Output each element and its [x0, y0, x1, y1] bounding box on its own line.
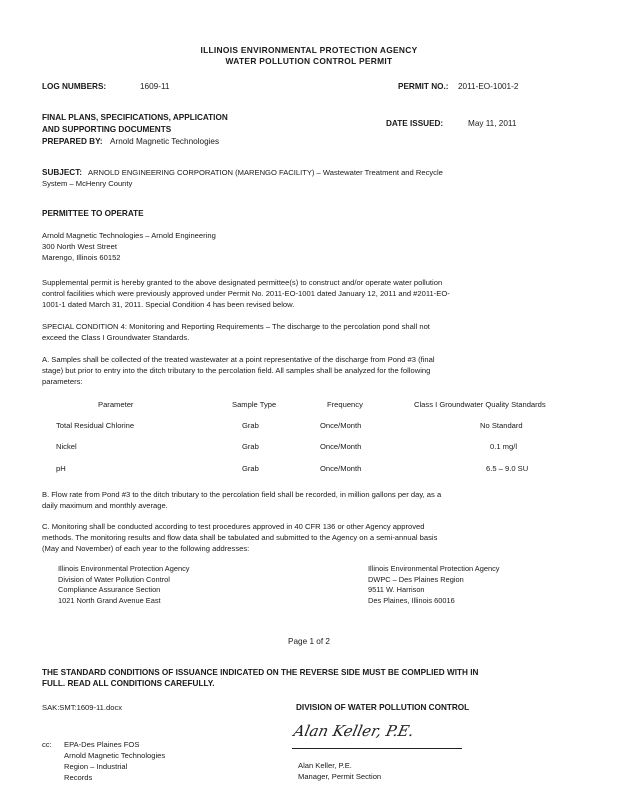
- table-cell-parameter: Total Residual Chlorine: [56, 421, 135, 430]
- log-number-label: LOG NUMBERS:: [42, 82, 107, 91]
- address-left-line: 1021 North Grand Avenue East: [58, 595, 161, 605]
- permit-number-value: 2011-EO-1001-2: [458, 82, 519, 91]
- cc-line: EPA-Des Plaines FOS: [64, 740, 140, 749]
- log-number-value: 1609-11: [140, 82, 170, 91]
- reference-code: SAK:SMT:1609-11.docx: [42, 703, 123, 712]
- table-cell-parameter: pH: [56, 464, 66, 473]
- paragraph-b-line-1: B. Flow rate from Pond #3 to the ditch tributary to the percolation field shall be recorded, in million gallons per day, as a: [42, 490, 442, 499]
- date-issued-value: May 11, 2011: [468, 119, 517, 128]
- paragraph-c-line-3: (May and November) of each year to the following addresses:: [42, 544, 250, 553]
- permit-number-label: PERMIT NO.:: [398, 82, 449, 91]
- table-header-standards: Class I Groundwater Quality Standards: [414, 400, 546, 409]
- table-cell-sample-type: Grab: [242, 421, 259, 430]
- table-cell-standard: No Standard: [480, 421, 523, 430]
- paragraph-a-line-3: parameters:: [42, 377, 83, 386]
- permittee-heading: PERMITTEE TO OPERATE: [42, 209, 144, 218]
- table-cell-parameter: Nickel: [56, 442, 77, 451]
- paragraph-b-line-2: daily maximum and monthly average.: [42, 501, 168, 510]
- date-issued-label: DATE ISSUED:: [386, 119, 444, 128]
- cc-line: Records: [64, 773, 93, 782]
- special-condition-line-2: exceed the Class I Groundwater Standards.: [42, 333, 190, 342]
- agency-heading: ILLINOIS ENVIRONMENTAL PROTECTION AGENCY: [200, 45, 418, 55]
- paragraph-a-line-1: A. Samples shall be collected of the treated wastewater at a point representative of the discharge from Pond #3 (final: [42, 355, 435, 364]
- cc-label: cc:: [42, 740, 52, 749]
- standard-conditions-line-2: FULL. READ ALL CONDITIONS CAREFULLY.: [42, 679, 215, 688]
- table-header-sample-type: Sample Type: [232, 400, 277, 409]
- paragraph-c-line-2: methods. The monitoring results and flow data shall be tabulated and submitted to the Agency on a semi-annual basis: [42, 533, 438, 542]
- prepared-by-label: PREPARED BY:: [42, 137, 103, 146]
- address-right-line: Des Plaines, Illinois 60016: [368, 595, 455, 605]
- supplemental-line-2: control facilities which were previously approved under Permit No. 2011-EO-1001 dated January 12, 2011 and #2011-EO-: [42, 289, 450, 298]
- permit-title: WATER POLLUTION CONTROL PERMIT: [225, 56, 393, 66]
- page-number: Page 1 of 2: [288, 637, 330, 646]
- table-header-parameter: Parameter: [98, 400, 134, 409]
- table-row: [0, 464, 618, 476]
- paragraph-c-line-1: C. Monitoring shall be conducted according to test procedures approved in 40 CFR 136 or other Agency approved: [42, 522, 425, 531]
- table-cell-frequency: Once/Month: [320, 442, 362, 451]
- table-cell-frequency: Once/Month: [320, 421, 362, 430]
- cc-line: Region – Industrial: [64, 762, 128, 771]
- table-row: [0, 421, 618, 433]
- address-right-line: Illinois Environmental Protection Agency: [368, 564, 500, 573]
- address-right: [368, 564, 499, 606]
- subject-label: SUBJECT:: [42, 168, 83, 177]
- table-cell-standard: 6.5 – 9.0 SU: [486, 464, 529, 473]
- signature-image: Alan Keller, P.E.: [292, 722, 416, 740]
- table-cell-frequency: Once/Month: [320, 464, 362, 473]
- supplemental-line-1: Supplemental permit is hereby granted to the above designated permittee(s) to construct and/or operate water pollution: [42, 278, 443, 287]
- signature-line: [292, 748, 462, 749]
- subject-line-1: ARNOLD ENGINEERING CORPORATION (MARENGO FACILITY) – Wastewater Treatment and Recycle: [88, 168, 443, 177]
- permittee-line-3: Marengo, Illinois 60152: [42, 253, 121, 262]
- division-heading: DIVISION OF WATER POLLUTION CONTROL: [296, 703, 470, 712]
- permittee-line-1: Arnold Magnetic Technologies – Arnold Engineering: [42, 231, 216, 240]
- signer-name: Alan Keller, P.E.: [298, 761, 352, 770]
- documents-line-2: AND SUPPORTING DOCUMENTS: [42, 125, 172, 134]
- table-header-frequency: Frequency: [327, 400, 363, 409]
- prepared-by-value: Arnold Magnetic Technologies: [110, 137, 220, 146]
- address-right-line: 9511 W. Harrison: [368, 585, 425, 594]
- table-header: [0, 400, 618, 412]
- supplemental-line-3: 1001-1 dated March 31, 2011. Special Condition 4 has been revised below.: [42, 300, 295, 309]
- table-cell-sample-type: Grab: [242, 464, 259, 473]
- subject-line-2: System – McHenry County: [42, 179, 133, 188]
- address-left-line: Illinois Environmental Protection Agency: [58, 564, 190, 573]
- address-left-line: Division of Water Pollution Control: [58, 574, 170, 584]
- documents-line-1: FINAL PLANS, SPECIFICATIONS, APPLICATION: [42, 113, 228, 122]
- table-row: [0, 442, 618, 454]
- standard-conditions-line-1: THE STANDARD CONDITIONS OF ISSUANCE INDICATED ON THE REVERSE SIDE MUST BE COMPLIED WITH IN: [42, 668, 479, 677]
- permittee-line-2: 300 North West Street: [42, 242, 117, 251]
- paragraph-a-line-2: stage) but prior to entry into the ditch tributary to the percolation field. All samples shall be analyzed for the following: [42, 366, 431, 375]
- signer-title: Manager, Permit Section: [298, 772, 382, 781]
- table-cell-sample-type: Grab: [242, 442, 259, 451]
- cc-line: Arnold Magnetic Technologies: [64, 751, 166, 760]
- address-right-line: DWPC – Des Plaines Region: [368, 574, 464, 584]
- address-left: [58, 564, 189, 606]
- address-left-line: Compliance Assurance Section: [58, 585, 161, 594]
- table-cell-standard: 0.1 mg/l: [490, 442, 518, 451]
- special-condition-line-1: SPECIAL CONDITION 4: Monitoring and Reporting Requirements – The discharge to the percolation pond shall not: [42, 322, 430, 331]
